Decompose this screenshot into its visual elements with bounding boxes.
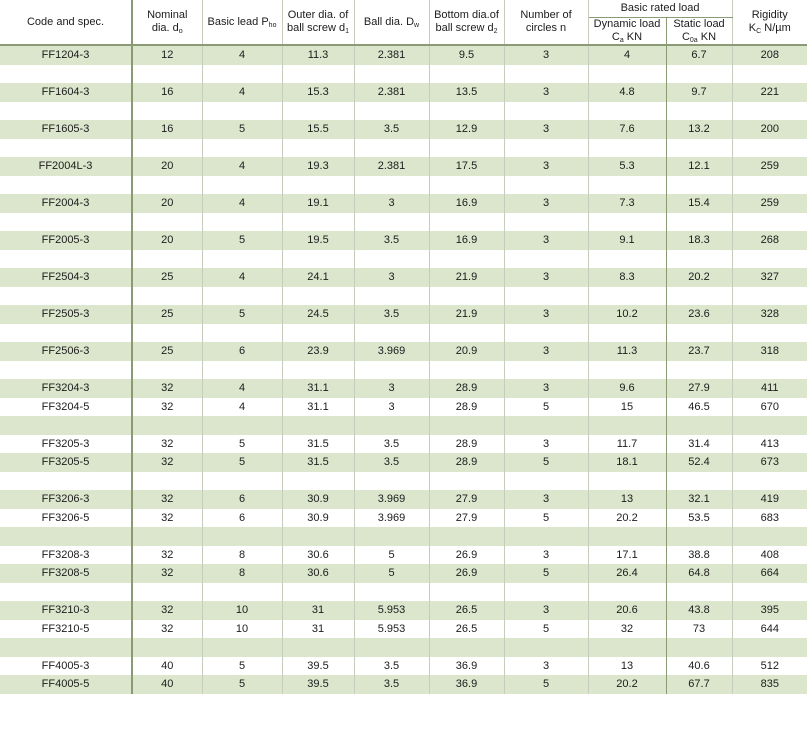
cell-dyn: 4 <box>588 45 666 65</box>
cell-lead: 4 <box>202 398 282 417</box>
cell-dyn: 5.3 <box>588 157 666 176</box>
cell-ball: 3 <box>354 398 429 417</box>
col-header-static-load: Static load $C_{0a}$ KN <box>666 18 732 46</box>
cell-stat: 73 <box>666 620 732 639</box>
spacer-row <box>0 416 807 435</box>
col-header-bottom-dia: Bottom dia.of ball screw $d_2$ <box>429 0 504 45</box>
cell-outer: 30.6 <box>282 564 354 583</box>
cell-code: FF2506-3 <box>0 342 132 361</box>
spacer-row <box>0 361 807 380</box>
cell-dyn: 32 <box>588 620 666 639</box>
cell-dyn: 20.2 <box>588 509 666 528</box>
cell-stat: 23.7 <box>666 342 732 361</box>
cell-nom: 32 <box>132 546 202 565</box>
cell-outer: 15.3 <box>282 83 354 102</box>
cell-rig: 259 <box>732 157 807 176</box>
table-row <box>0 564 807 583</box>
cell-outer: 11.3 <box>282 45 354 65</box>
cell-circles: 5 <box>504 564 588 583</box>
cell-circles: 3 <box>504 120 588 139</box>
cell-bottom: 21.9 <box>429 268 504 287</box>
cell-bottom: 12.9 <box>429 120 504 139</box>
table-row <box>0 657 807 676</box>
cell-nom: 16 <box>132 120 202 139</box>
cell-bottom: 16.9 <box>429 194 504 213</box>
cell-circles: 5 <box>504 675 588 694</box>
cell-outer: 19.1 <box>282 194 354 213</box>
cell-rig: 327 <box>732 268 807 287</box>
cell-nom: 32 <box>132 490 202 509</box>
cell-bottom: 26.5 <box>429 601 504 620</box>
cell-code: FF1605-3 <box>0 120 132 139</box>
cell-bottom: 13.5 <box>429 83 504 102</box>
cell-code: FF3204-5 <box>0 398 132 417</box>
cell-bottom: 26.5 <box>429 620 504 639</box>
col-header-basic-lead: Basic lead $P_{ho}$ <box>202 0 282 45</box>
cell-circles: 3 <box>504 231 588 250</box>
cell-stat: 18.3 <box>666 231 732 250</box>
cell-nom: 25 <box>132 268 202 287</box>
cell-code: FF2505-3 <box>0 305 132 324</box>
cell-circles: 3 <box>504 305 588 324</box>
cell-lead: 4 <box>202 157 282 176</box>
cell-circles: 5 <box>504 398 588 417</box>
table-row <box>0 342 807 361</box>
cell-dyn: 15 <box>588 398 666 417</box>
spacer-row <box>0 287 807 306</box>
cell-stat: 43.8 <box>666 601 732 620</box>
cell-rig: 419 <box>732 490 807 509</box>
cell-outer: 19.3 <box>282 157 354 176</box>
cell-stat: 32.1 <box>666 490 732 509</box>
cell-nom: 32 <box>132 601 202 620</box>
cell-outer: 30.6 <box>282 546 354 565</box>
spacer-row <box>0 527 807 546</box>
cell-lead: 4 <box>202 83 282 102</box>
cell-bottom: 17.5 <box>429 157 504 176</box>
table-row <box>0 675 807 694</box>
table-row <box>0 268 807 287</box>
cell-nom: 32 <box>132 564 202 583</box>
spacer-row <box>0 250 807 269</box>
cell-lead: 5 <box>202 120 282 139</box>
cell-lead: 5 <box>202 657 282 676</box>
cell-code: FF1604-3 <box>0 83 132 102</box>
cell-bottom: 26.9 <box>429 546 504 565</box>
cell-circles: 3 <box>504 379 588 398</box>
cell-bottom: 28.9 <box>429 453 504 472</box>
cell-ball: 3 <box>354 268 429 287</box>
cell-rig: 683 <box>732 509 807 528</box>
cell-lead: 6 <box>202 342 282 361</box>
spacer-row <box>0 638 807 657</box>
cell-stat: 53.5 <box>666 509 732 528</box>
cell-ball: 2.381 <box>354 157 429 176</box>
cell-outer: 30.9 <box>282 490 354 509</box>
cell-ball: 3 <box>354 379 429 398</box>
cell-nom: 32 <box>132 398 202 417</box>
cell-rig: 318 <box>732 342 807 361</box>
cell-rig: 259 <box>732 194 807 213</box>
cell-bottom: 27.9 <box>429 490 504 509</box>
cell-stat: 13.2 <box>666 120 732 139</box>
cell-nom: 20 <box>132 231 202 250</box>
cell-rig: 835 <box>732 675 807 694</box>
cell-code: FF3205-3 <box>0 435 132 454</box>
cell-nom: 20 <box>132 157 202 176</box>
cell-dyn: 7.3 <box>588 194 666 213</box>
cell-circles: 3 <box>504 83 588 102</box>
table-row <box>0 509 807 528</box>
table-row <box>0 231 807 250</box>
cell-nom: 32 <box>132 379 202 398</box>
cell-rig: 512 <box>732 657 807 676</box>
cell-stat: 38.8 <box>666 546 732 565</box>
cell-lead: 5 <box>202 305 282 324</box>
cell-lead: 4 <box>202 45 282 65</box>
cell-nom: 32 <box>132 435 202 454</box>
spacer-row <box>0 583 807 602</box>
spacer-row <box>0 176 807 195</box>
cell-ball: 3 <box>354 194 429 213</box>
spacer-row <box>0 213 807 232</box>
cell-stat: 40.6 <box>666 657 732 676</box>
cell-rig: 664 <box>732 564 807 583</box>
cell-dyn: 11.3 <box>588 342 666 361</box>
cell-rig: 413 <box>732 435 807 454</box>
table-row <box>0 83 807 102</box>
col-header-number-of-circles: Number of circles n <box>504 0 588 45</box>
cell-nom: 32 <box>132 453 202 472</box>
cell-code: FF3206-5 <box>0 509 132 528</box>
cell-nom: 40 <box>132 675 202 694</box>
cell-nom: 16 <box>132 83 202 102</box>
cell-lead: 4 <box>202 194 282 213</box>
col-header-nominal-dia: Nominal dia. $d_o$ <box>132 0 202 45</box>
cell-outer: 31.5 <box>282 435 354 454</box>
cell-outer: 39.5 <box>282 675 354 694</box>
cell-outer: 19.5 <box>282 231 354 250</box>
cell-stat: 31.4 <box>666 435 732 454</box>
cell-code: FF4005-3 <box>0 657 132 676</box>
cell-nom: 40 <box>132 657 202 676</box>
cell-ball: 3.969 <box>354 509 429 528</box>
cell-lead: 10 <box>202 601 282 620</box>
cell-stat: 20.2 <box>666 268 732 287</box>
table-row <box>0 305 807 324</box>
cell-ball: 3.5 <box>354 120 429 139</box>
cell-dyn: 8.3 <box>588 268 666 287</box>
cell-bottom: 27.9 <box>429 509 504 528</box>
cell-ball: 3.5 <box>354 231 429 250</box>
cell-lead: 6 <box>202 490 282 509</box>
cell-outer: 31 <box>282 620 354 639</box>
cell-dyn: 20.6 <box>588 601 666 620</box>
table-row <box>0 453 807 472</box>
cell-bottom: 28.9 <box>429 435 504 454</box>
cell-outer: 39.5 <box>282 657 354 676</box>
table-row <box>0 398 807 417</box>
cell-stat: 52.4 <box>666 453 732 472</box>
cell-rig: 395 <box>732 601 807 620</box>
table-row <box>0 379 807 398</box>
table-body <box>0 45 807 694</box>
col-header-rigidity: Rigidity $K_C$ N/µm <box>732 0 807 45</box>
cell-rig: 673 <box>732 453 807 472</box>
cell-stat: 46.5 <box>666 398 732 417</box>
cell-outer: 23.9 <box>282 342 354 361</box>
cell-circles: 3 <box>504 45 588 65</box>
cell-outer: 31.1 <box>282 379 354 398</box>
cell-code: FF2005-3 <box>0 231 132 250</box>
cell-bottom: 28.9 <box>429 379 504 398</box>
cell-rig: 408 <box>732 546 807 565</box>
cell-dyn: 9.6 <box>588 379 666 398</box>
cell-nom: 25 <box>132 342 202 361</box>
cell-ball: 3.969 <box>354 342 429 361</box>
cell-outer: 24.5 <box>282 305 354 324</box>
cell-dyn: 4.8 <box>588 83 666 102</box>
cell-nom: 32 <box>132 620 202 639</box>
cell-circles: 3 <box>504 342 588 361</box>
cell-stat: 12.1 <box>666 157 732 176</box>
cell-rig: 221 <box>732 83 807 102</box>
cell-bottom: 9.5 <box>429 45 504 65</box>
cell-stat: 9.7 <box>666 83 732 102</box>
cell-dyn: 10.2 <box>588 305 666 324</box>
cell-circles: 3 <box>504 490 588 509</box>
cell-stat: 67.7 <box>666 675 732 694</box>
cell-bottom: 21.9 <box>429 305 504 324</box>
cell-bottom: 20.9 <box>429 342 504 361</box>
col-header-ball-dia: Ball dia. $D_w$ <box>354 0 429 45</box>
cell-dyn: 17.1 <box>588 546 666 565</box>
table-row <box>0 435 807 454</box>
cell-circles: 5 <box>504 509 588 528</box>
cell-nom: 12 <box>132 45 202 65</box>
cell-lead: 5 <box>202 453 282 472</box>
cell-rig: 328 <box>732 305 807 324</box>
table-row <box>0 620 807 639</box>
cell-code: FF3210-3 <box>0 601 132 620</box>
cell-dyn: 18.1 <box>588 453 666 472</box>
col-header-dynamic-load: Dynamic load $C_a$ KN <box>588 18 666 46</box>
cell-stat: 6.7 <box>666 45 732 65</box>
cell-code: FF2504-3 <box>0 268 132 287</box>
cell-ball: 3.5 <box>354 435 429 454</box>
col-header-outer-dia: Outer dia. of ball screw $d_1$ <box>282 0 354 45</box>
cell-bottom: 36.9 <box>429 675 504 694</box>
cell-stat: 23.6 <box>666 305 732 324</box>
cell-circles: 3 <box>504 268 588 287</box>
cell-circles: 5 <box>504 453 588 472</box>
cell-code: FF3208-5 <box>0 564 132 583</box>
cell-ball: 5 <box>354 564 429 583</box>
cell-bottom: 36.9 <box>429 657 504 676</box>
cell-code: FF3210-5 <box>0 620 132 639</box>
cell-code: FF3208-3 <box>0 546 132 565</box>
cell-rig: 208 <box>732 45 807 65</box>
table-row <box>0 601 807 620</box>
cell-dyn: 7.6 <box>588 120 666 139</box>
table-row <box>0 546 807 565</box>
table-row <box>0 194 807 213</box>
table-row <box>0 157 807 176</box>
cell-ball: 5.953 <box>354 601 429 620</box>
cell-outer: 31 <box>282 601 354 620</box>
cell-bottom: 28.9 <box>429 398 504 417</box>
cell-circles: 3 <box>504 546 588 565</box>
cell-circles: 3 <box>504 157 588 176</box>
cell-ball: 2.381 <box>354 83 429 102</box>
cell-lead: 5 <box>202 675 282 694</box>
cell-nom: 25 <box>132 305 202 324</box>
table-row <box>0 45 807 65</box>
cell-rig: 644 <box>732 620 807 639</box>
table-row <box>0 120 807 139</box>
spacer-row <box>0 65 807 84</box>
cell-code: FF2004-3 <box>0 194 132 213</box>
spacer-row <box>0 139 807 158</box>
cell-bottom: 16.9 <box>429 231 504 250</box>
cell-lead: 4 <box>202 379 282 398</box>
cell-nom: 20 <box>132 194 202 213</box>
col-header-code: Code and spec. <box>0 0 132 45</box>
cell-bottom: 26.9 <box>429 564 504 583</box>
cell-code: FF1204-3 <box>0 45 132 65</box>
cell-code: FF3204-3 <box>0 379 132 398</box>
cell-lead: 8 <box>202 564 282 583</box>
spacer-row <box>0 472 807 491</box>
cell-ball: 2.381 <box>354 45 429 65</box>
cell-ball: 3.5 <box>354 305 429 324</box>
cell-dyn: 26.4 <box>588 564 666 583</box>
cell-stat: 64.8 <box>666 564 732 583</box>
table-row <box>0 490 807 509</box>
cell-stat: 27.9 <box>666 379 732 398</box>
cell-circles: 3 <box>504 194 588 213</box>
cell-ball: 3.969 <box>354 490 429 509</box>
cell-rig: 200 <box>732 120 807 139</box>
spacer-row <box>0 102 807 121</box>
cell-ball: 3.5 <box>354 657 429 676</box>
cell-ball: 5.953 <box>354 620 429 639</box>
cell-lead: 6 <box>202 509 282 528</box>
cell-lead: 8 <box>202 546 282 565</box>
cell-circles: 5 <box>504 620 588 639</box>
cell-outer: 31.5 <box>282 453 354 472</box>
cell-dyn: 9.1 <box>588 231 666 250</box>
cell-ball: 3.5 <box>354 675 429 694</box>
cell-outer: 24.1 <box>282 268 354 287</box>
cell-outer: 30.9 <box>282 509 354 528</box>
cell-dyn: 13 <box>588 657 666 676</box>
cell-lead: 5 <box>202 435 282 454</box>
cell-ball: 3.5 <box>354 453 429 472</box>
cell-nom: 32 <box>132 509 202 528</box>
cell-lead: 5 <box>202 231 282 250</box>
col-group-basic-rated-load: Basic rated load <box>588 0 732 18</box>
cell-ball: 5 <box>354 546 429 565</box>
cell-code: FF3205-5 <box>0 453 132 472</box>
cell-circles: 3 <box>504 435 588 454</box>
cell-code: FF2004L-3 <box>0 157 132 176</box>
spacer-row <box>0 324 807 343</box>
cell-outer: 15.5 <box>282 120 354 139</box>
cell-outer: 31.1 <box>282 398 354 417</box>
cell-dyn: 20.2 <box>588 675 666 694</box>
cell-lead: 10 <box>202 620 282 639</box>
cell-rig: 411 <box>732 379 807 398</box>
cell-circles: 3 <box>504 601 588 620</box>
cell-code: FF4005-5 <box>0 675 132 694</box>
cell-rig: 670 <box>732 398 807 417</box>
cell-code: FF3206-3 <box>0 490 132 509</box>
cell-lead: 4 <box>202 268 282 287</box>
cell-dyn: 13 <box>588 490 666 509</box>
cell-rig: 268 <box>732 231 807 250</box>
cell-dyn: 11.7 <box>588 435 666 454</box>
cell-stat: 15.4 <box>666 194 732 213</box>
cell-circles: 3 <box>504 657 588 676</box>
